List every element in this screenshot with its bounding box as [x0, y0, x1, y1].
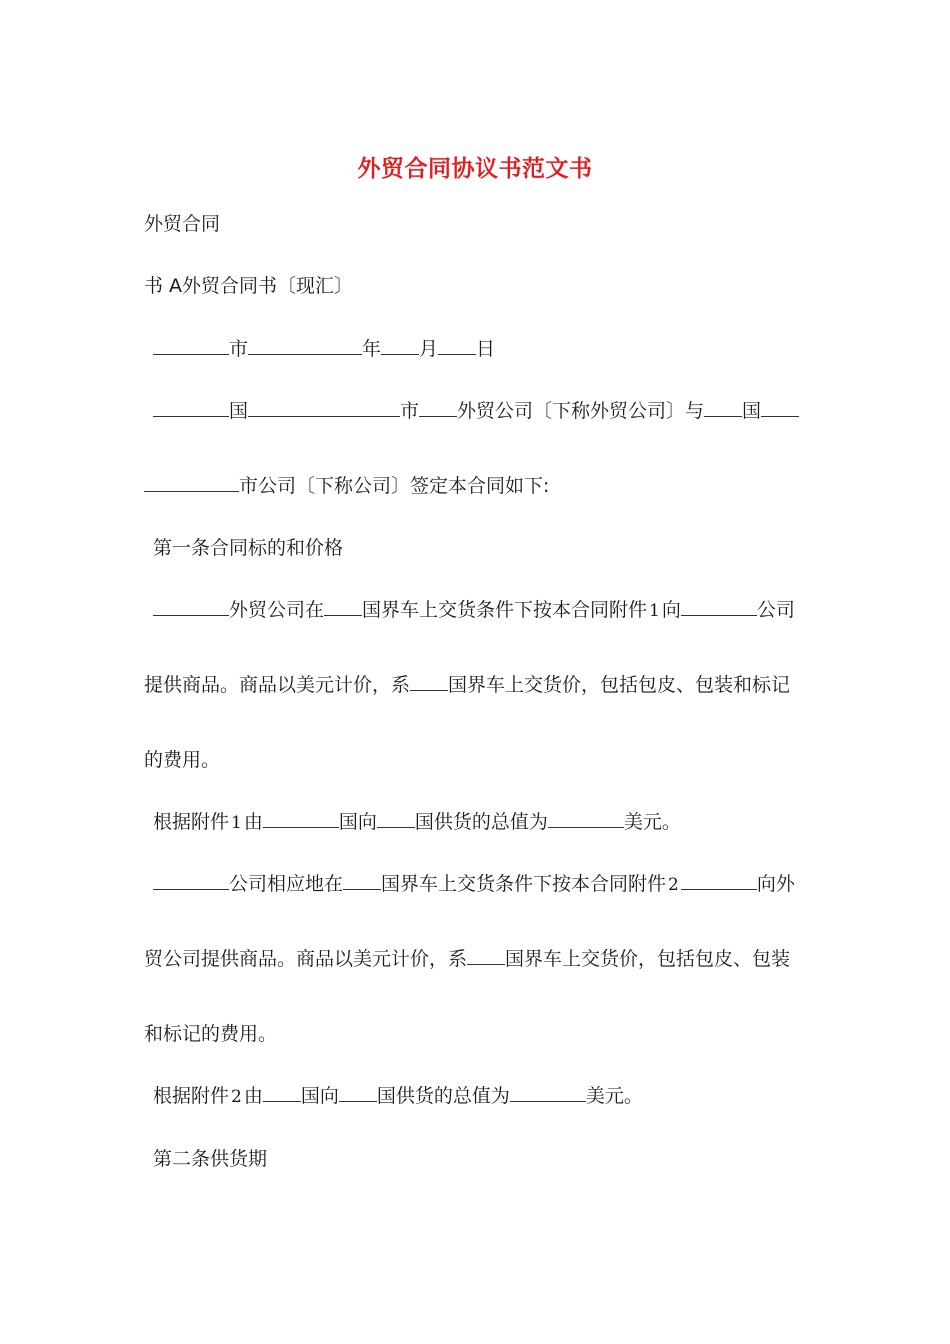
text-segment: 由 [243, 1085, 263, 1107]
blank-field [419, 398, 457, 417]
date-month-label: 月 [419, 338, 439, 360]
text-segment: 国供货的总值为 [414, 811, 548, 833]
parties-line-1 [153, 398, 799, 424]
subheading: 书 A外贸合同书〔现汇〕 [144, 275, 354, 297]
date-year-label: 年 [362, 338, 382, 360]
blank-field [510, 1083, 586, 1102]
text-segment: 由 [243, 811, 263, 833]
document-title: 外贸合同协议书范文书 [357, 155, 593, 182]
article-1-para-1-line-1 [153, 597, 795, 624]
blank-field [144, 473, 239, 492]
text-segment: 国向 [338, 811, 377, 833]
blank-field [438, 336, 476, 355]
blank-field [467, 946, 505, 965]
text-segment: 国界车上交货价，包括包皮、包装和标记 [448, 674, 791, 696]
text-segment: 国界车上交货条件下按本合同附件 [381, 873, 667, 895]
date-day-label: 日 [476, 338, 496, 360]
blank-field [153, 597, 229, 616]
date-city-label: 市 [229, 338, 249, 360]
blank-field [704, 398, 742, 417]
text-segment: 市 [400, 400, 420, 422]
blank-field [153, 871, 229, 890]
text-segment: 外贸公司〔下称外贸公司〕与 [457, 400, 705, 422]
blank-field [377, 809, 415, 828]
heading: 外贸合同 [144, 213, 221, 235]
article-1-total-1 [153, 809, 681, 836]
blank-field [339, 1083, 377, 1102]
blank-field [153, 398, 229, 417]
text-segment: 外贸公司在 [229, 599, 325, 621]
blank-field [248, 398, 400, 417]
article-1-para-2-line-1 [153, 871, 795, 898]
text-segment: 市公司〔下称公司〕签定本合同如下: [239, 475, 550, 497]
appendix-number: 2 [668, 875, 679, 895]
article-1-total-2 [153, 1083, 643, 1110]
blank-field [248, 336, 362, 355]
text-segment: 向 [661, 599, 681, 621]
blank-field [153, 336, 229, 355]
text-segment: 根据附件 [153, 1085, 230, 1107]
text-segment: 提供商品。商品以美元计价，系 [144, 674, 411, 696]
date-line [153, 336, 495, 362]
blank-field [681, 597, 757, 616]
text-segment: 国 [229, 400, 249, 422]
blank-field [761, 398, 799, 417]
article-1-heading: 第一条合同标的和价格 [153, 537, 344, 559]
appendix-number: 1 [231, 813, 242, 833]
appendix-number: 1 [649, 601, 660, 621]
text-segment: 根据附件 [153, 811, 230, 833]
article-1-para-1-line-2 [144, 672, 790, 698]
article-1-para-2-line-2 [144, 946, 790, 972]
text-segment: 美元。 [623, 811, 681, 833]
article-2-heading: 第二条供货期 [153, 1148, 268, 1170]
text-segment: 国供货的总值为 [376, 1085, 510, 1107]
blank-field [343, 871, 381, 890]
parties-line-2 [144, 473, 549, 499]
article-1-para-1-line-3: 的费用。 [144, 749, 221, 771]
blank-field [381, 336, 419, 355]
text-segment: 国 [742, 400, 762, 422]
text-segment: 向外 [756, 873, 795, 895]
blank-field [681, 871, 757, 890]
blank-field [324, 597, 362, 616]
text-segment: 国界车上交货价，包括包皮、包装 [505, 948, 791, 970]
text-segment: 公司 [756, 599, 795, 621]
text-segment: 贸公司提供商品。商品以美元计价，系 [144, 948, 468, 970]
blank-field [263, 809, 339, 828]
blank-field [548, 809, 624, 828]
article-1-para-2-line-3: 和标记的费用。 [144, 1023, 278, 1045]
appendix-number: 2 [231, 1087, 242, 1107]
blank-field [410, 672, 448, 691]
text-segment: 美元。 [585, 1085, 643, 1107]
text-segment: 国向 [300, 1085, 339, 1107]
blank-field [263, 1083, 301, 1102]
text-segment: 国界车上交货条件下按本合同附件 [362, 599, 648, 621]
text-segment: 公司相应地在 [229, 873, 344, 895]
